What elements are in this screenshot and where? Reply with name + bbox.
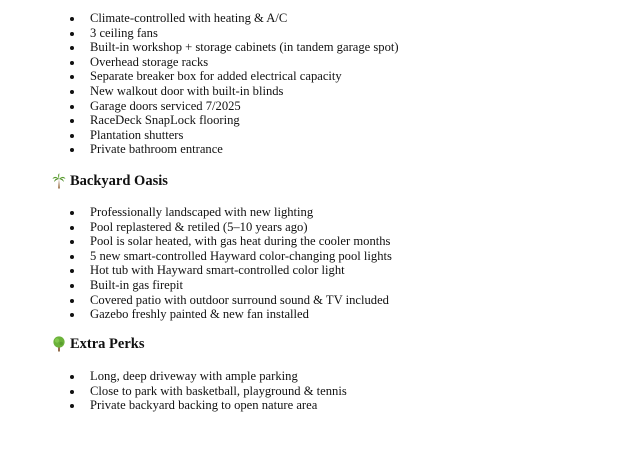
list-item: Private backyard backing to open nature area	[66, 398, 347, 413]
list-item: Pool is solar heated, with gas heat during the cooler months	[66, 234, 392, 249]
list-item: 5 new smart-controlled Hayward color-changing pool lights	[66, 249, 392, 264]
palm-tree-icon	[52, 173, 66, 189]
list-item: Private bathroom entrance	[66, 142, 399, 157]
list-item: Professionally landscaped with new lighting	[66, 205, 392, 220]
list-item: Separate breaker box for added electrical capacity	[66, 69, 399, 84]
list-item: Overhead storage racks	[66, 55, 399, 70]
list-item: Close to park with basketball, playground & tennis	[66, 384, 347, 399]
list-item: Long, deep driveway with ample parking	[66, 369, 347, 384]
list-item: Built-in gas firepit	[66, 278, 392, 293]
list-item: Pool replastered & retiled (5–10 years ago)	[66, 220, 392, 235]
perks-title: Extra Perks	[70, 336, 145, 352]
backyard-heading	[52, 172, 168, 190]
list-item: Climate-controlled with heating & A/C	[66, 11, 399, 26]
list-item: Plantation shutters	[66, 128, 399, 143]
garage-features-list	[66, 11, 399, 157]
list-item: Gazebo freshly painted & new fan installed	[66, 307, 392, 322]
perks-heading	[52, 335, 145, 353]
list-item: Built-in workshop + storage cabinets (in tandem garage spot)	[66, 40, 399, 55]
tree-icon	[52, 336, 66, 352]
backyard-title: Backyard Oasis	[70, 173, 168, 189]
list-item: 3 ceiling fans	[66, 26, 399, 41]
list-item: Garage doors serviced 7/2025	[66, 99, 399, 114]
list-item: New walkout door with built-in blinds	[66, 84, 399, 99]
backyard-features-list	[66, 205, 392, 322]
list-item: Hot tub with Hayward smart-controlled color light	[66, 263, 392, 278]
perks-list	[66, 369, 347, 413]
list-item: Covered patio with outdoor surround sound & TV included	[66, 293, 392, 308]
list-item: RaceDeck SnapLock flooring	[66, 113, 399, 128]
